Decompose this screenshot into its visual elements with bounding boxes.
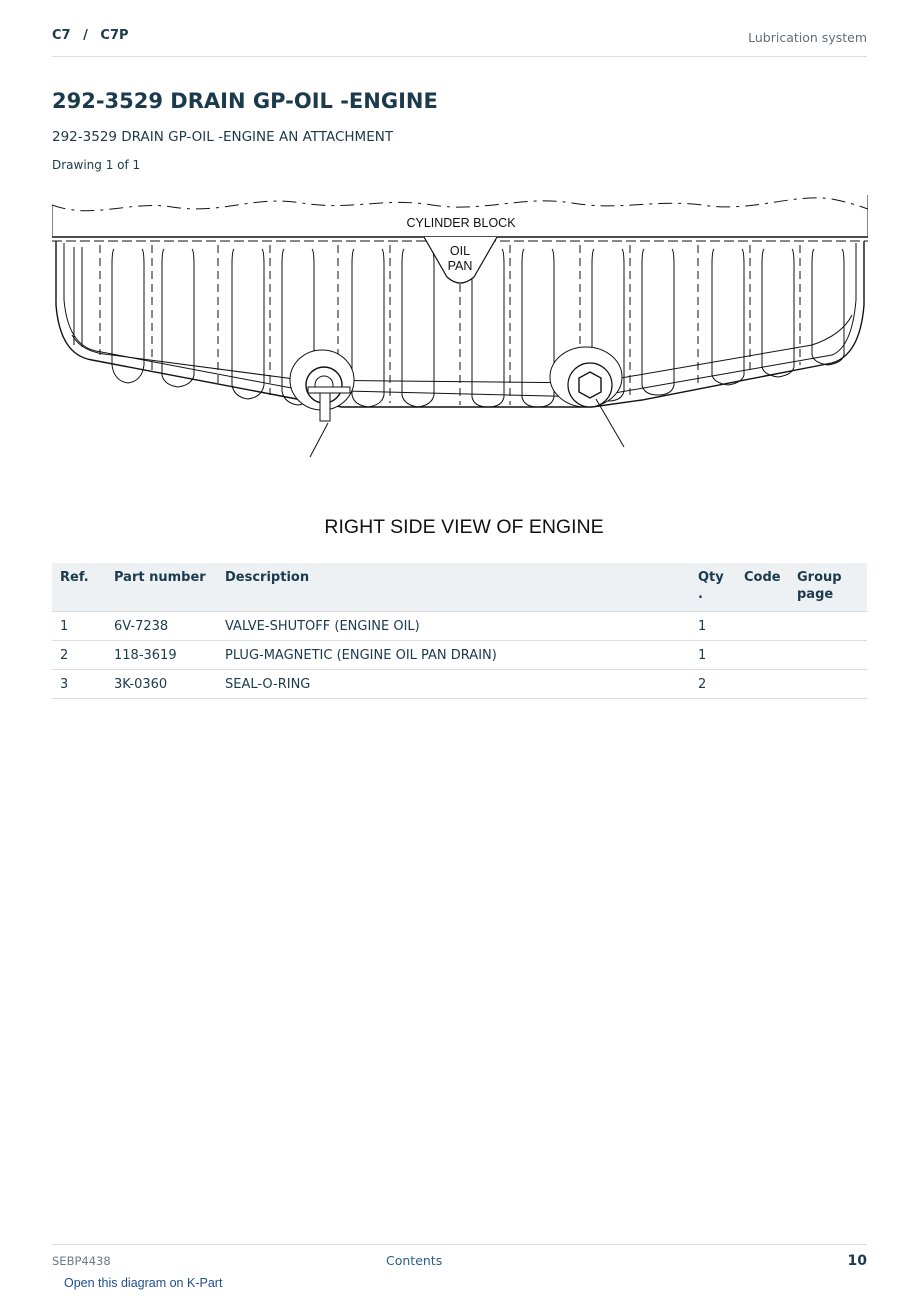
- col-group-page: [789, 563, 867, 612]
- col-part-number: Part number: [106, 563, 217, 612]
- col-qty-line1: Qty: [698, 570, 724, 585]
- parts-table: [52, 563, 867, 699]
- oil-pan-drawing: [52, 185, 868, 545]
- page-number: 10: [847, 1253, 867, 1269]
- pan-label: PAN: [447, 259, 473, 273]
- page-footer: [52, 1244, 867, 1275]
- table-header-row: [52, 563, 867, 612]
- cell-code: [736, 612, 789, 641]
- col-description: Description: [217, 563, 690, 612]
- cell-qty: 2: [690, 670, 736, 699]
- col-ref: Ref.: [52, 563, 106, 612]
- model-primary: C7: [52, 28, 71, 43]
- model-secondary: C7P: [100, 28, 129, 43]
- cell-part-number: 6V-7238: [106, 612, 217, 641]
- cell-group-page: [789, 641, 867, 670]
- col-qty-line2: .: [698, 587, 703, 602]
- oil-label: OIL: [449, 244, 471, 258]
- cell-ref: 3: [52, 670, 106, 699]
- col-group-line1: Group: [797, 570, 842, 585]
- cell-part-number: 3K-0360: [106, 670, 217, 699]
- drawing-count: Drawing 1 of 1: [52, 158, 141, 172]
- cell-qty: 1: [690, 641, 736, 670]
- table-row: [52, 612, 867, 641]
- page-subtitle: 292-3529 DRAIN GP-OIL -ENGINE AN ATTACHMENT: [52, 129, 394, 145]
- col-group-line2: page: [797, 587, 834, 602]
- table-row: [52, 670, 867, 699]
- document-id: SEBP4438: [52, 1254, 111, 1268]
- cell-ref: 1: [52, 612, 106, 641]
- page-header: [52, 28, 867, 57]
- cell-description: VALVE-SHUTOFF (ENGINE OIL): [217, 612, 690, 641]
- table-row: [52, 641, 867, 670]
- open-in-kpart-link[interactable]: Open this diagram on K-Part: [64, 1276, 223, 1290]
- model-breadcrumb: [52, 28, 129, 43]
- cylinder-block-label: CYLINDER BLOCK: [406, 216, 516, 230]
- col-qty: [690, 563, 736, 612]
- cell-code: [736, 641, 789, 670]
- cell-ref: 2: [52, 641, 106, 670]
- cell-description: SEAL-O-RING: [217, 670, 690, 699]
- cell-group-page: [789, 670, 867, 699]
- cell-group-page: [789, 612, 867, 641]
- cell-code: [736, 670, 789, 699]
- cell-part-number: 118-3619: [106, 641, 217, 670]
- page-title: 292-3529 DRAIN GP-OIL -ENGINE: [52, 89, 438, 113]
- col-code: Code: [736, 563, 789, 612]
- oil-pan-diagram: [52, 185, 868, 545]
- cell-qty: 1: [690, 612, 736, 641]
- breadcrumb-separator: /: [83, 28, 88, 43]
- cell-description: PLUG-MAGNETIC (ENGINE OIL PAN DRAIN): [217, 641, 690, 670]
- section-name: Lubrication system: [748, 30, 867, 45]
- view-caption: RIGHT SIDE VIEW OF ENGINE: [324, 516, 604, 538]
- contents-link[interactable]: Contents: [386, 1253, 443, 1268]
